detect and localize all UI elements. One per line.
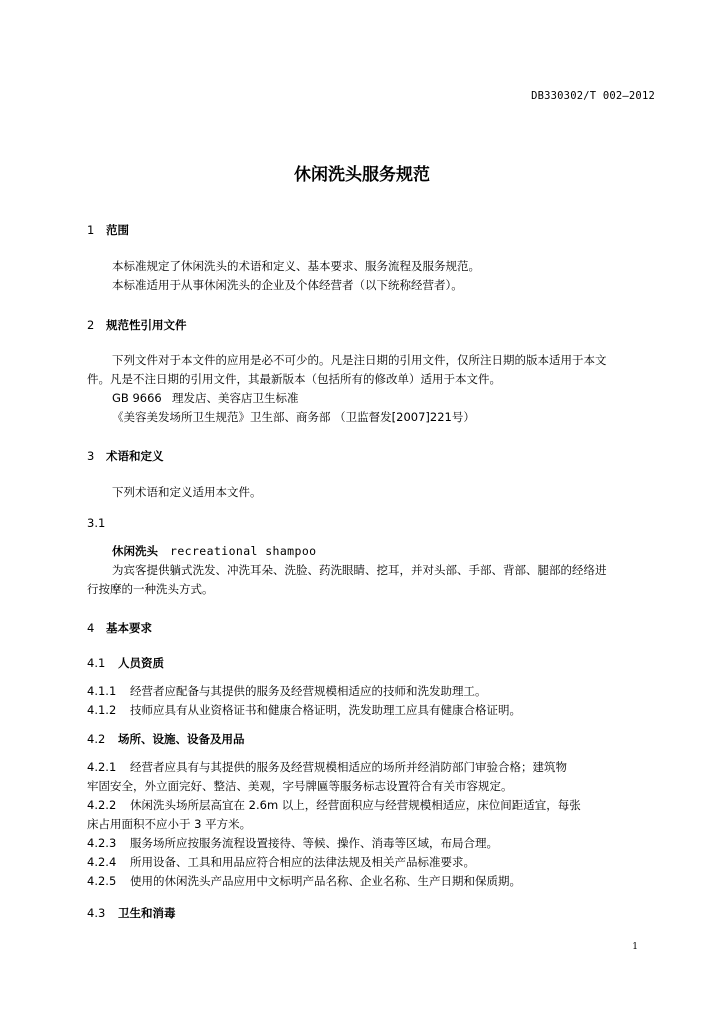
reference-code: GB 9666 <box>112 391 162 405</box>
clause-number: 4.2.5 <box>87 874 117 888</box>
subsection-title: 卫生和消毒 <box>118 906 176 920</box>
clause-number: 4.1.2 <box>87 703 117 717</box>
subsection-number: 4.3 <box>87 906 106 920</box>
document-title: 休闲洗头服务规范 <box>294 165 430 185</box>
clause-4-2-2 <box>87 796 581 815</box>
section-number: 1 <box>87 223 95 237</box>
subsection-title: 人员资质 <box>118 656 164 670</box>
clause-4-1-2 <box>87 701 521 720</box>
page-number: 1 <box>632 942 638 952</box>
term-chinese: 休闲洗头 <box>112 544 158 558</box>
subsection-4-2-heading <box>87 731 245 747</box>
clause-number: 4.2.3 <box>87 836 117 850</box>
clause-number: 4.1.1 <box>87 684 117 698</box>
term-english: recreational shampoo <box>170 544 317 558</box>
subsection-number: 4.2 <box>87 732 106 746</box>
clause-text: 经营者应具有与其提供的服务及经营规模相适应的场所并经消防部门审验合格；建筑物 <box>130 760 567 774</box>
paragraph-line: 为宾客提供躺式洗发、冲洗耳朵、洗脸、药洗眼睛、挖耳，并对头部、手部、背部、腿部的经络进 <box>112 563 607 577</box>
reference-item: 《美容美发场所卫生规范》卫生部、商务部 （卫监督发[2007]221号） <box>112 410 475 424</box>
reference-item <box>112 389 299 408</box>
subsection-number: 4.1 <box>87 656 106 670</box>
clause-text: 所用设备、工具和用品应符合相应的法律法规及相关产品标准要求。 <box>130 855 475 869</box>
subsection-title: 场所、设施、设备及用品 <box>118 732 245 746</box>
clause-4-2-3 <box>87 834 498 853</box>
clause-continuation: 牢固安全，外立面完好、整洁、美观，字号牌匾等服务标志设置符合有关市容规定。 <box>87 779 513 793</box>
subsection-4-3-heading <box>87 905 176 921</box>
section-4-heading <box>87 620 152 636</box>
reference-title: 理发店、美容店卫生标准 <box>172 391 299 405</box>
standard-code: DB330302/T 002—2012 <box>531 90 655 102</box>
section-number: 3 <box>87 449 95 463</box>
clause-text: 服务场所应按服务流程设置接待、等候、操作、消毒等区域，布局合理。 <box>130 836 498 850</box>
clause-4-2-5 <box>87 872 521 891</box>
subsection-number: 3.1 <box>87 516 106 530</box>
paragraph-line: 本标准适用于从事休闲洗头的企业及个体经营者（以下统称经营者）。 <box>112 278 463 292</box>
clause-4-1-1 <box>87 682 487 701</box>
section-1-heading <box>87 222 129 238</box>
section-title: 基本要求 <box>106 621 152 635</box>
paragraph-line: 行按摩的一种洗头方式。 <box>87 582 214 596</box>
section-title: 规范性引用文件 <box>106 318 187 332</box>
clause-number: 4.2.1 <box>87 760 117 774</box>
section-3-heading <box>87 448 164 464</box>
section-number: 4 <box>87 621 95 635</box>
paragraph-line: 件。凡是不注日期的引用文件，其最新版本（包括所有的修改单）适用于本文件。 <box>87 372 501 386</box>
clause-4-2-1 <box>87 758 567 777</box>
section-number: 2 <box>87 318 95 332</box>
paragraph-line: 本标准规定了休闲洗头的术语和定义、基本要求、服务流程及服务规范。 <box>112 259 480 273</box>
paragraph-line: 下列文件对于本文件的应用是必不可少的。凡是注日期的引用文件，仅所注日期的版本适用于本文 <box>112 353 607 367</box>
clause-text: 休闲洗头场所层高宜在 2.6m 以上，经营面积应与经营规模相适应，床位间距适宜，每张 <box>130 798 581 812</box>
clause-number: 4.2.4 <box>87 855 117 869</box>
subsection-4-1-heading <box>87 655 164 671</box>
clause-continuation: 床占用面积不应小于 3 平方米。 <box>87 817 252 831</box>
section-2-heading <box>87 317 187 333</box>
section-title: 范围 <box>106 223 129 237</box>
clause-text: 经营者应配备与其提供的服务及经营规模相适应的技师和洗发助理工。 <box>130 684 487 698</box>
section-title: 术语和定义 <box>106 449 164 463</box>
paragraph-line: 下列术语和定义适用本文件。 <box>112 485 262 499</box>
term-entry <box>112 542 316 561</box>
clause-text: 使用的休闲洗头产品应用中文标明产品名称、企业名称、生产日期和保质期。 <box>130 874 521 888</box>
clause-text: 技师应具有从业资格证书和健康合格证明，洗发助理工应具有健康合格证明。 <box>130 703 521 717</box>
clause-number: 4.2.2 <box>87 798 117 812</box>
clause-4-2-4 <box>87 853 475 872</box>
